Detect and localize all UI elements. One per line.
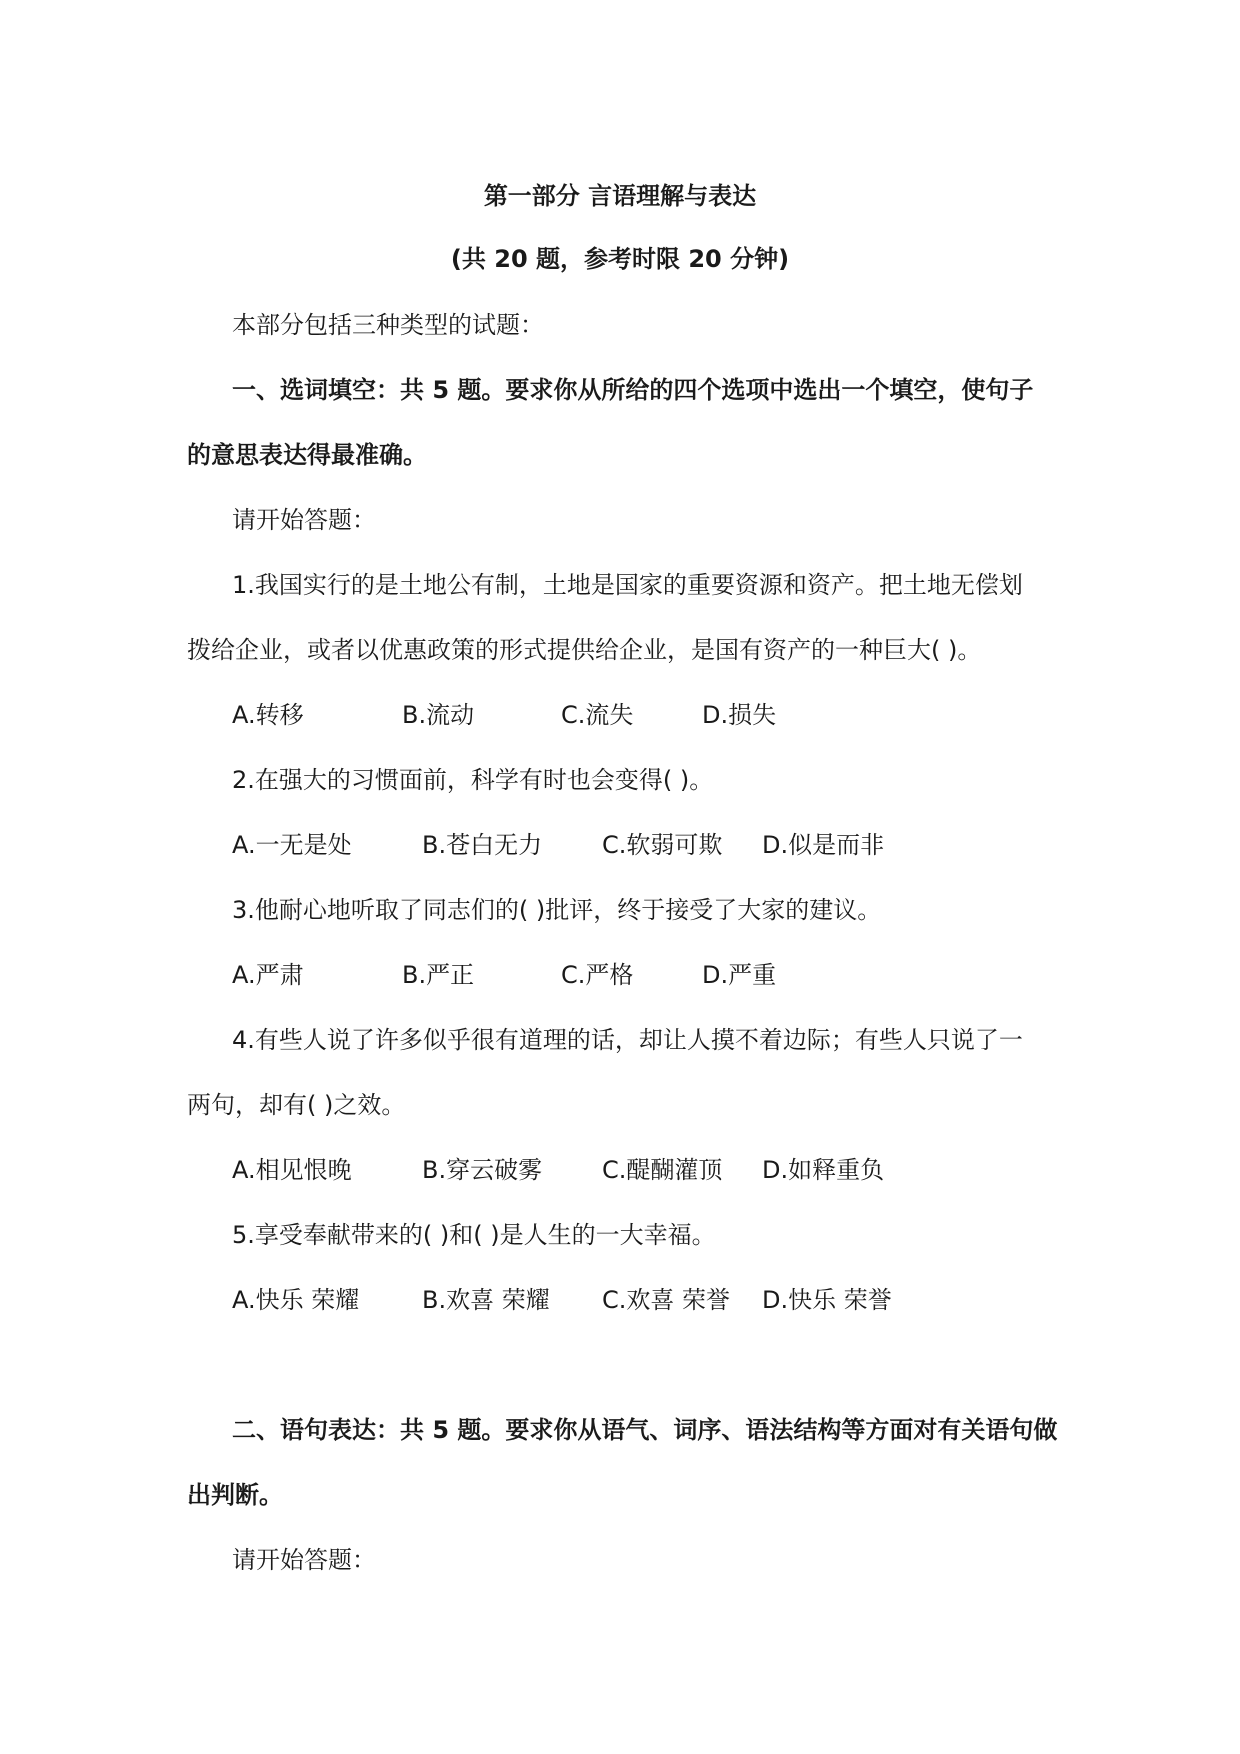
section2-heading: 二、语句表达：共 5 题。要求你从语气、词序、语法结构等方面对有关语句做: [232, 1416, 1058, 1444]
question-3-option-a[interactable]: A.严肃: [232, 961, 304, 989]
question-3-option-c[interactable]: C.严格: [561, 961, 634, 989]
question-1-option-d[interactable]: D.损失: [702, 701, 777, 729]
question-4-options: [0, 1154, 1240, 1186]
question-4-option-a[interactable]: A.相见恨晚: [232, 1156, 352, 1184]
question-1-option-c[interactable]: C.流失: [561, 701, 634, 729]
question-1-options: [0, 699, 1240, 731]
section1-heading: 一、选词填空：共 5 题。要求你从所给的四个选项中选出一个填空，使句子: [232, 376, 1034, 404]
question-1-option-a[interactable]: A.转移: [232, 701, 304, 729]
question-1-text-cont: 拨给企业，或者以优惠政策的形式提供给企业，是国有资产的一种巨大( )。: [187, 636, 982, 664]
question-4-option-d[interactable]: D.如释重负: [762, 1156, 885, 1184]
question-5-option-a[interactable]: A.快乐 荣耀: [232, 1286, 360, 1314]
question-2-option-d[interactable]: D.似是而非: [762, 831, 885, 859]
question-4-text-cont: 两句，却有( )之效。: [187, 1091, 406, 1119]
question-3-option-b[interactable]: B.严正: [402, 961, 475, 989]
question-2-option-c[interactable]: C.软弱可欺: [602, 831, 723, 859]
section1-start-prompt: 请开始答题：: [232, 506, 376, 534]
intro-text: 本部分包括三种类型的试题：: [232, 311, 544, 339]
question-2-text: 2.在强大的习惯面前，科学有时也会变得( )。: [232, 766, 714, 794]
question-2-option-b[interactable]: B.苍白无力: [422, 831, 543, 859]
question-5-option-b[interactable]: B.欢喜 荣耀: [422, 1286, 550, 1314]
question-5-options: [0, 1284, 1240, 1316]
question-3-option-d[interactable]: D.严重: [702, 961, 777, 989]
page-subtitle: (共 20 题，参考时限 20 分钟): [450, 245, 790, 273]
question-5-text: 5.享受奉献带来的( )和( )是人生的一大幸福。: [232, 1221, 716, 1249]
question-3-text: 3.他耐心地听取了同志们的( )批评，终于接受了大家的建议。: [232, 896, 882, 924]
question-2-option-a[interactable]: A.一无是处: [232, 831, 352, 859]
question-3-options: [0, 959, 1240, 991]
question-5-option-d[interactable]: D.快乐 荣誉: [762, 1286, 892, 1314]
page-title: 第一部分 言语理解与表达: [483, 182, 757, 210]
question-4-text: 4.有些人说了许多似乎很有道理的话，却让人摸不着边际；有些人只说了一: [232, 1026, 1023, 1054]
section2-start-prompt: 请开始答题：: [232, 1546, 376, 1574]
question-5-option-c[interactable]: C.欢喜 荣誉: [602, 1286, 731, 1314]
question-2-options: [0, 829, 1240, 861]
question-4-option-b[interactable]: B.穿云破雾: [422, 1156, 543, 1184]
question-1-text: 1.我国实行的是土地公有制，土地是国家的重要资源和资产。把土地无偿划: [232, 571, 1023, 599]
question-1-option-b[interactable]: B.流动: [402, 701, 475, 729]
question-4-option-c[interactable]: C.醍醐灌顶: [602, 1156, 723, 1184]
section1-heading-cont: 的意思表达得最准确。: [187, 441, 427, 469]
section2-heading-cont: 出判断。: [187, 1481, 283, 1509]
